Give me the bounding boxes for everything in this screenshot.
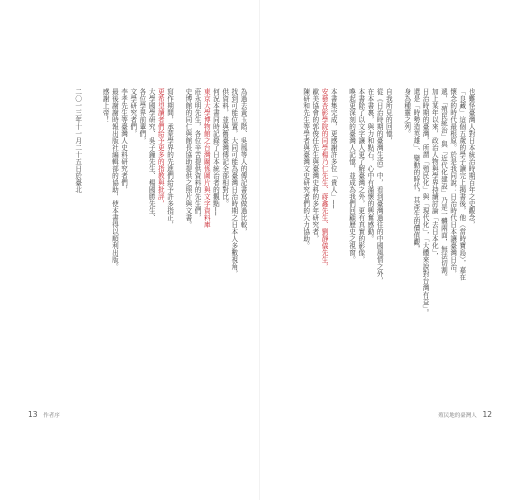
highlighted-text: 安藝杏影學院的同學楊乃仁先生、蔣鑫先生、劉靜儀先生， bbox=[320, 88, 328, 270]
text-column bbox=[127, 88, 136, 394]
text-column bbox=[145, 88, 154, 394]
text-column bbox=[364, 88, 373, 394]
left-page bbox=[46, 88, 246, 394]
text-column bbox=[200, 88, 209, 394]
right-page-footer bbox=[438, 410, 492, 419]
text-column bbox=[446, 88, 455, 394]
text-column bbox=[136, 88, 145, 394]
right-running-head: 殖民地的臺灣人 bbox=[438, 413, 477, 419]
column-text: 陳研和先生等學者與臺灣文史研究者們的大力協助。 bbox=[301, 88, 310, 249]
text-column bbox=[382, 88, 391, 394]
column-text: 「良藏」這個五歲的學子讀完上揭書後，他（當時寶島），嘉在 bbox=[457, 88, 466, 281]
column-text: 各位學界前輩們， bbox=[137, 88, 146, 144]
column-text: 本書除了以文字讓人更了解臺灣之外，更有真實的影像， bbox=[356, 88, 365, 263]
column-text: 找到可能位置，大同可能為臺灣日治時期之日本人多數視角， bbox=[229, 88, 238, 277]
right-page bbox=[274, 88, 474, 394]
column-text: 自我所見的回憶， bbox=[384, 88, 393, 144]
column-text: 為過去黃玉階、吳鳳等人的傳記書寫做過比較， bbox=[239, 88, 247, 235]
column-text: 最後謝謝時報出版社編輯部的協助，使本書得以順利出版。 bbox=[110, 88, 119, 270]
text-column bbox=[90, 88, 99, 394]
text-column bbox=[327, 88, 336, 394]
text-column bbox=[237, 88, 246, 394]
column-text: 本書集完成，更感謝許多位「貴人」── bbox=[329, 88, 338, 209]
text-column bbox=[99, 88, 108, 394]
column-text: 身為種靈之列。 bbox=[402, 88, 411, 137]
column-text: 還是「時勢造英雄」、變動的時代，其產生的價值觀， bbox=[411, 88, 420, 253]
highlighted-text: 更希望讀者們給予更多的指教與批評， bbox=[156, 88, 165, 207]
column-text: 在本書裏，與力和點石，心中有滿懷的興奮感動。 bbox=[365, 88, 374, 242]
text-column bbox=[336, 88, 345, 394]
column-text: 感謝上帝！ bbox=[101, 88, 110, 123]
text-column bbox=[191, 88, 200, 394]
text-column bbox=[71, 88, 80, 394]
left-page-text bbox=[71, 88, 246, 394]
column-text: 也難怪臺灣人對日本統治時期百年之史觀念， bbox=[467, 88, 475, 228]
text-column bbox=[173, 88, 182, 394]
column-text: 史博館的同仁與館長協助提供之照片與文書。 bbox=[183, 88, 192, 228]
text-column bbox=[154, 88, 163, 394]
text-column bbox=[163, 88, 172, 394]
highlighted-text: 東京大學博物館之台灣關係圖片與文字資料庫 bbox=[202, 88, 211, 228]
column-text: 莊永明先生，各位辛苦提供資料的先生們， bbox=[193, 88, 202, 221]
column-text: 喚起更深刻的臺灣人記憶，並成為我們回顧歷史之視窗。 bbox=[347, 88, 356, 263]
left-page-footer bbox=[28, 410, 60, 419]
text-column bbox=[401, 88, 410, 394]
column-text: 大學國學研究、吳子鐘先生、楊國勝先生、 bbox=[147, 88, 156, 221]
text-column bbox=[465, 88, 474, 394]
column-text: 何況本書同時記錄了日本統治者的觀點── bbox=[211, 88, 220, 216]
column-text: 從《日治時期的臺灣生活》中，看到臺灣過往的中國風情之外， bbox=[375, 88, 384, 284]
text-column bbox=[309, 88, 318, 394]
text-column bbox=[419, 88, 428, 394]
text-column bbox=[218, 88, 227, 394]
column-text: 歐美協會的郭俊任先生與臺灣史料的多年研究者， bbox=[310, 88, 319, 242]
column-text: 懷念的時代最根原。於是我同說：日治時代日本讓臺灣日治， bbox=[448, 88, 457, 277]
column-text: 遞，「殖民統治」與「近代化建設」乃是一體兩面，無法切割。 bbox=[439, 88, 448, 281]
column-text: 加上某年以來，政治人物與學界持續討論「去日本化」， bbox=[430, 88, 439, 260]
text-column bbox=[437, 88, 446, 394]
column-text: 李孝先生等臺灣人史料研究者們， bbox=[119, 88, 128, 193]
column-text: 文學研究者們， bbox=[128, 88, 137, 137]
text-column bbox=[108, 88, 117, 394]
left-page-number: 13 bbox=[28, 410, 38, 419]
text-column bbox=[391, 88, 400, 394]
column-text: 供資料，並與舊臺灣傳記全部相對比。 bbox=[220, 88, 229, 207]
column-text: 寫作期間，承蒙學界的先進們給予許多指正， bbox=[165, 88, 174, 228]
text-column bbox=[345, 88, 354, 394]
right-page-number: 12 bbox=[482, 410, 492, 419]
text-column bbox=[373, 88, 382, 394]
text-column bbox=[117, 88, 126, 394]
left-running-head: 作者序 bbox=[43, 413, 60, 419]
text-column bbox=[456, 88, 465, 394]
text-column bbox=[410, 88, 419, 394]
right-page-text bbox=[299, 88, 474, 394]
page-gutter bbox=[259, 0, 260, 500]
text-column bbox=[428, 88, 437, 394]
text-column bbox=[299, 88, 308, 394]
text-column bbox=[182, 88, 191, 394]
text-column bbox=[209, 88, 218, 394]
text-column bbox=[228, 88, 237, 394]
column-text: 日治時期的臺灣，所謂「殖民化」與「現代化」，「大體來說對台灣有益」。 bbox=[421, 88, 430, 317]
text-column bbox=[81, 88, 90, 394]
text-column bbox=[318, 88, 327, 394]
column-text: 二〇一三年十一月二十五日於臺北 bbox=[73, 88, 82, 193]
text-column bbox=[355, 88, 364, 394]
